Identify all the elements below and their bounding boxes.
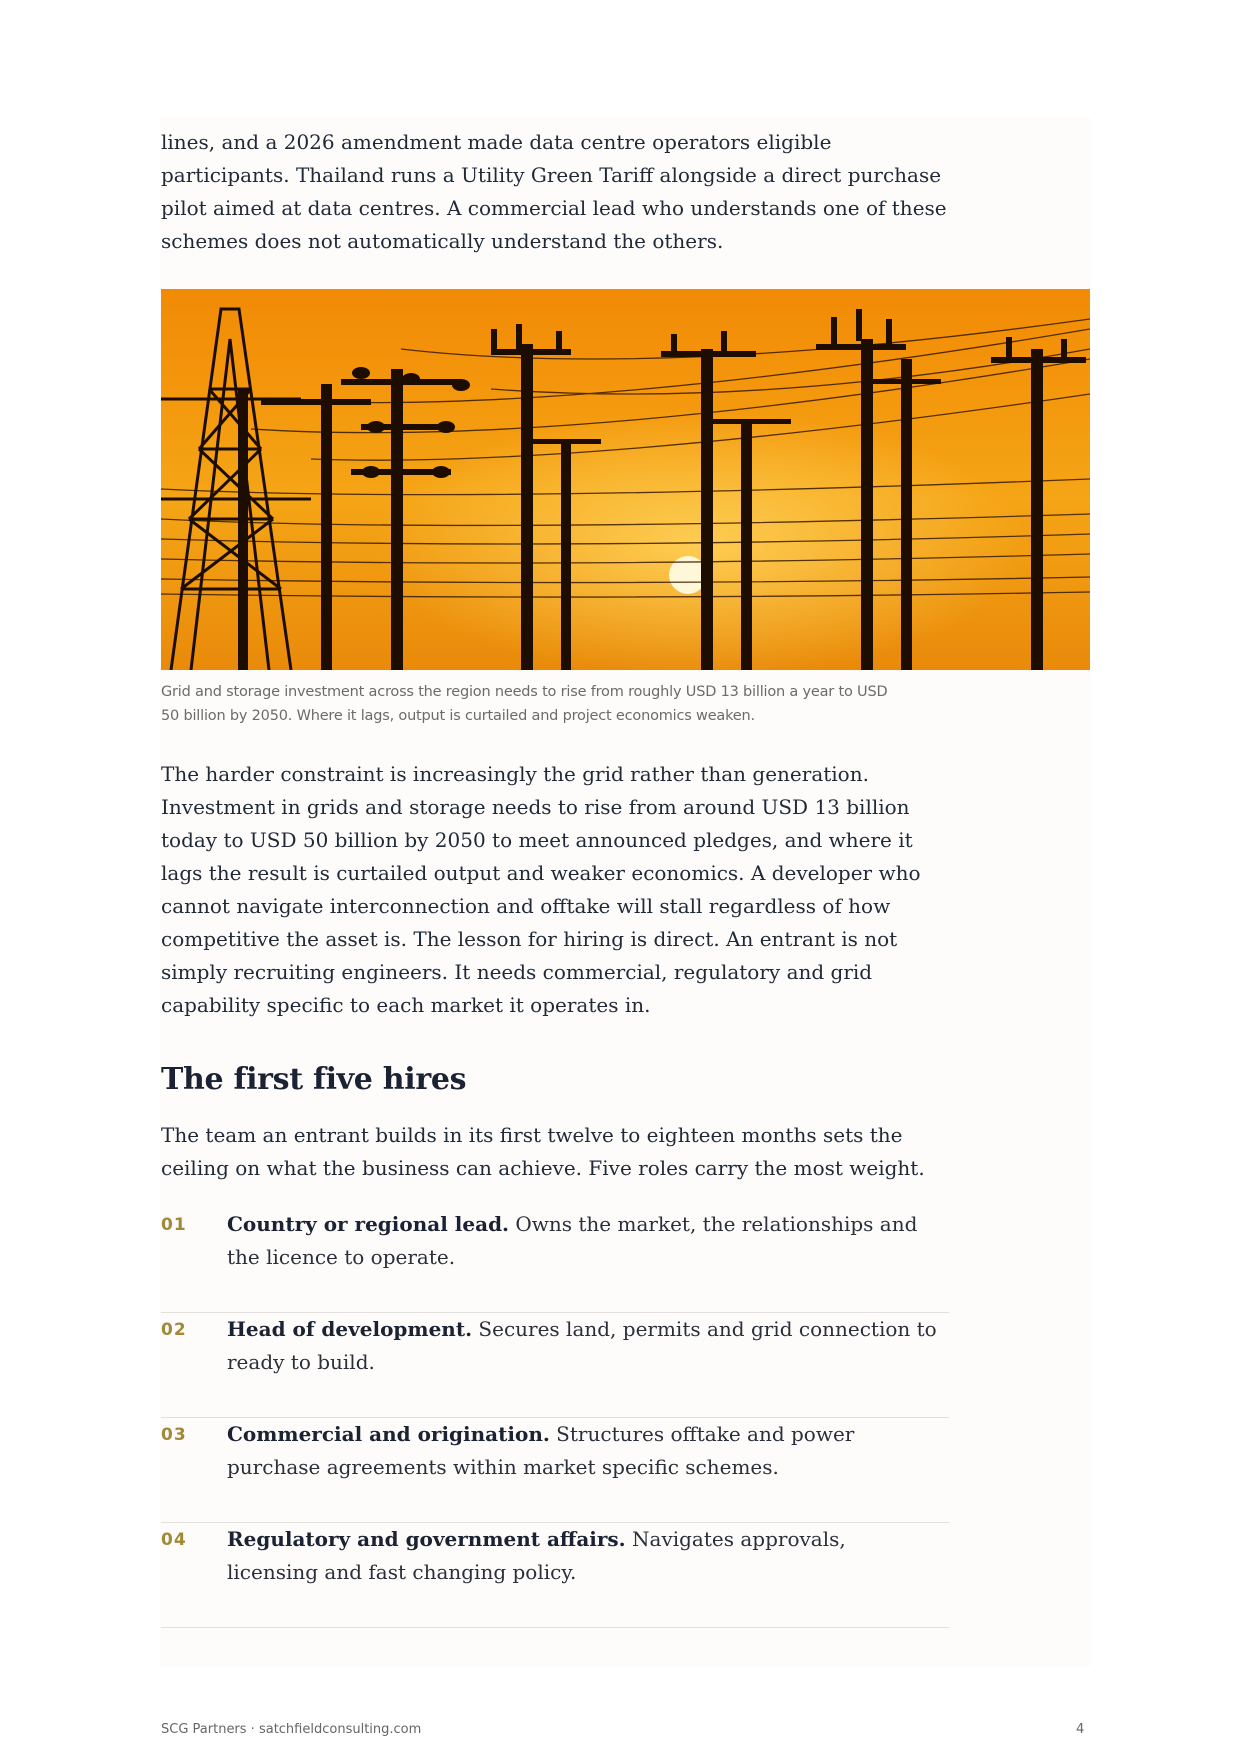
hire-title: Country or regional lead.: [227, 1212, 510, 1236]
section-intro: The team an entrant builds in its first twelve to eighteen months sets the ceiling on what the business can achieve. Five roles carry the most weight.: [161, 1123, 925, 1180]
hire-number: 02: [161, 1320, 187, 1340]
hire-title: Commercial and origination.: [227, 1422, 550, 1446]
hire-description: Secures land, permits and grid connection to ready to build.: [227, 1317, 937, 1374]
hires-list: [161, 1208, 949, 1628]
hire-item: [161, 1418, 949, 1523]
hire-item: [161, 1208, 949, 1313]
hire-number: 04: [161, 1530, 187, 1550]
hire-text: [227, 1418, 941, 1484]
hire-description: Owns the market, the relationships and the licence to operate.: [227, 1212, 918, 1269]
section-heading: The first five hires: [161, 1062, 467, 1097]
grid-paragraph: The harder constraint is increasingly the grid rather than generation. Investment in grids and storage needs to rise from around USD 13 billion today to USD 50 billion by 2050 to meet announced pledges, and where it lags the result is curtailed output and weaker economics. A developer who cannot navigate interconnection and offtake will stall regardless of how competitive the asset is. The lesson for hiring is direct. An entrant is not simply recruiting engineers. It needs commercial, regulatory and grid capability specific to each market it operates in.: [161, 762, 921, 1017]
hire-title: Regulatory and government affairs.: [227, 1527, 626, 1551]
photo-caption: Grid and storage investment across the region needs to rise from roughly USD 13 billion a year to USD 50 billion by 2050. Where it lags, output is curtailed and project economics weaken.: [161, 684, 888, 724]
hire-text: [227, 1208, 941, 1274]
hire-description: Navigates approvals, licensing and fast changing policy.: [227, 1527, 846, 1584]
hire-item: [161, 1313, 949, 1418]
page-number: 4: [1076, 1722, 1085, 1737]
footer-source: SCG Partners · satchfieldconsulting.com: [161, 1722, 422, 1737]
hire-text: [227, 1313, 941, 1379]
intro-paragraph: lines, and a 2026 amendment made data centre operators eligible participants. Thailand runs a Utility Green Tariff alongside a direct purchase pilot aimed at data centres. A commercial lead who understands one of these schemes does not automatically understand the others.: [161, 130, 947, 253]
hire-number: 03: [161, 1425, 187, 1445]
hire-number: 01: [161, 1215, 187, 1235]
power-lines-sunset-photo: [161, 289, 1090, 670]
hire-item: [161, 1523, 949, 1628]
hire-description: Structures offtake and power purchase agreements within market specific schemes.: [227, 1422, 855, 1479]
hire-text: [227, 1523, 941, 1589]
hire-title: Head of development.: [227, 1317, 473, 1341]
